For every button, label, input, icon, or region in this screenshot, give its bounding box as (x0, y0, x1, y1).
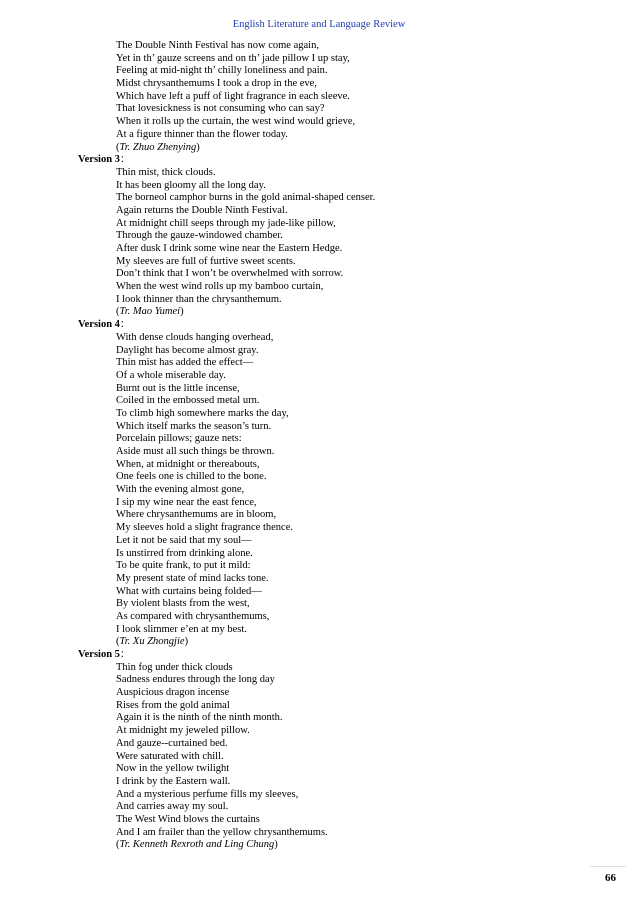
poem-line: I look slimmer e’en at my best. (116, 623, 247, 635)
translator-name: Tr. Kenneth Rexroth and Ling Chung (119, 839, 275, 851)
poem-line: I look thinner than the chrysanthemum. (116, 293, 282, 305)
footer-rule (590, 866, 626, 867)
translator-name: Tr. Mao Yumei (119, 306, 181, 318)
poem-line: Burnt out is the little incense, (116, 382, 240, 394)
poem-line: And gauze--curtained bed. (116, 737, 228, 749)
version-title: Version 5 (78, 649, 120, 660)
poem-line: After dusk I drink some wine near the Eastern Hedge. (116, 243, 343, 254)
poem-line: When it rolls up the curtain, the west wind would grieve, (116, 116, 356, 128)
version-colon: ： (119, 649, 131, 660)
poem-line: When the west wind rolls up my bamboo curtain, (116, 281, 324, 293)
credit-paren-close: ) (196, 141, 200, 153)
poem-line: Thin mist, thick clouds. (116, 166, 216, 178)
poem-line: Aside must all such things be thrown. (116, 446, 275, 457)
version-section (0, 154, 638, 319)
journal-header: English Literature and Language Review (232, 19, 406, 30)
credit-paren-open: ( (116, 636, 120, 648)
poem-line: Midst chrysanthemums I took a drop in the eve, (116, 78, 317, 90)
poem-line: Where chrysanthemums are in bloom, (116, 509, 277, 521)
version-title: Version 4 (78, 319, 120, 331)
poem-line: What with curtains being folded— (116, 585, 262, 597)
version-colon: ： (119, 319, 131, 331)
version-label (0, 154, 638, 167)
poem-line: The borneol camphor burns in the gold animal-shaped censer. (116, 192, 376, 204)
poem-line: Daylight has become almost gray. (116, 344, 259, 356)
poem-line: Now in the yellow twilight (116, 763, 230, 775)
version-title: Version 3 (78, 154, 120, 166)
poem-line: Through the gauze-windowed chamber. (116, 230, 283, 242)
poem-line: I sip my wine near the east fence, (116, 496, 257, 508)
translator-name: Tr. Xu Zhongjie (119, 636, 185, 648)
poem-line: Again it is the ninth of the ninth month. (116, 712, 283, 724)
page-number: 66 (605, 872, 616, 884)
poem-line: As compared with chrysanthemums, (116, 610, 270, 622)
poem-body (0, 332, 638, 637)
poem-line: Thin fog under thick clouds (116, 661, 233, 673)
poem-body (0, 662, 638, 840)
poem-line: To be quite frank, to put it mild: (116, 560, 251, 572)
poem-line: And a mysterious perfume fills my sleeves, (116, 788, 299, 800)
translator-credit (0, 636, 638, 649)
poem-line: Of a whole miserable day. (116, 369, 226, 381)
version-colon: ： (119, 154, 131, 166)
poem-line: To climb high somewhere marks the day, (116, 407, 289, 419)
poem-body (0, 167, 638, 307)
credit-paren-close: ) (180, 306, 184, 318)
version-section (0, 649, 638, 852)
poem-line: With the evening almost gone, (116, 484, 245, 496)
poem-line: And carries away my soul. (116, 801, 229, 813)
poem-line: The Double Ninth Festival has now come again, (116, 40, 319, 51)
poem-translations (0, 40, 638, 852)
poem-line: One feels one is chilled to the bone. (116, 471, 267, 483)
poem-line: And I am frailer than the yellow chrysanthemums. (116, 826, 328, 838)
poem-line: Which itself marks the season’s turn. (116, 420, 272, 432)
poem-line: Which have left a puff of light fragrance in each sleeve. (116, 90, 350, 102)
poem-line: Porcelain pillows; gauze nets: (116, 433, 242, 445)
version-label (0, 649, 638, 662)
version-section (0, 319, 638, 649)
credit-paren-open: ( (116, 839, 120, 851)
translator-name: Tr. Zhuo Zhenying (119, 141, 197, 153)
poem-line: Rises from the gold animal (116, 699, 230, 711)
poem-line: By violent blasts from the west, (116, 598, 250, 610)
poem-line: Don’t think that I won’t be overwhelmed with sorrow. (116, 268, 344, 280)
credit-paren-close: ) (184, 636, 189, 648)
poem-line: Is unstirred from drinking alone. (116, 547, 253, 559)
poem-line: Auspicious dragon incense (116, 687, 230, 699)
poem-line: Were saturated with chill. (116, 750, 224, 762)
poem-line: Feeling at mid-night th’ chilly loneliness and pain. (116, 65, 328, 77)
credit-paren-open: ( (116, 306, 120, 318)
poem-line: The West Wind blows the curtains (116, 813, 260, 825)
poem-line: At midnight chill seeps through my jade-like pillow, (116, 217, 336, 229)
poem-line: That lovesickness is not consuming who can say? (116, 103, 325, 115)
poem-line: When, at midnight or thereabouts, (116, 458, 260, 470)
poem-line: Sadness endures through the long day (116, 674, 275, 686)
translator-credit (0, 839, 638, 852)
poem-line: At a figure thinner than the flower today. (116, 128, 288, 140)
poem-line: Coiled in the embossed metal urn. (116, 395, 260, 407)
poem-line: Again returns the Double Ninth Festival. (116, 204, 288, 216)
poem-line: I drink by the Eastern wall. (116, 775, 231, 787)
poem-line: It has been gloomy all the long day. (116, 179, 266, 191)
credit-paren-close: ) (274, 839, 278, 851)
credit-paren-open: ( (116, 141, 120, 153)
translator-credit (0, 142, 638, 155)
poem-line: At midnight my jeweled pillow. (116, 725, 250, 737)
poem-body (0, 40, 638, 142)
version-label (0, 319, 638, 332)
poem-line: Thin mist has added the effect— (116, 357, 254, 369)
poem-line: My sleeves hold a slight fragrance thence. (116, 522, 293, 534)
poem-line: Yet in th’ gauze screens and on th’ jade pillow I up stay, (116, 52, 350, 64)
poem-line: My present state of mind lacks tone. (116, 572, 269, 584)
poem-line: My sleeves are full of furtive sweet scents. (116, 255, 296, 267)
translator-credit (0, 306, 638, 319)
poem-line: With dense clouds hanging overhead, (116, 331, 274, 343)
poem-line: Let it not be said that my soul— (116, 534, 252, 546)
version-section (0, 40, 638, 154)
